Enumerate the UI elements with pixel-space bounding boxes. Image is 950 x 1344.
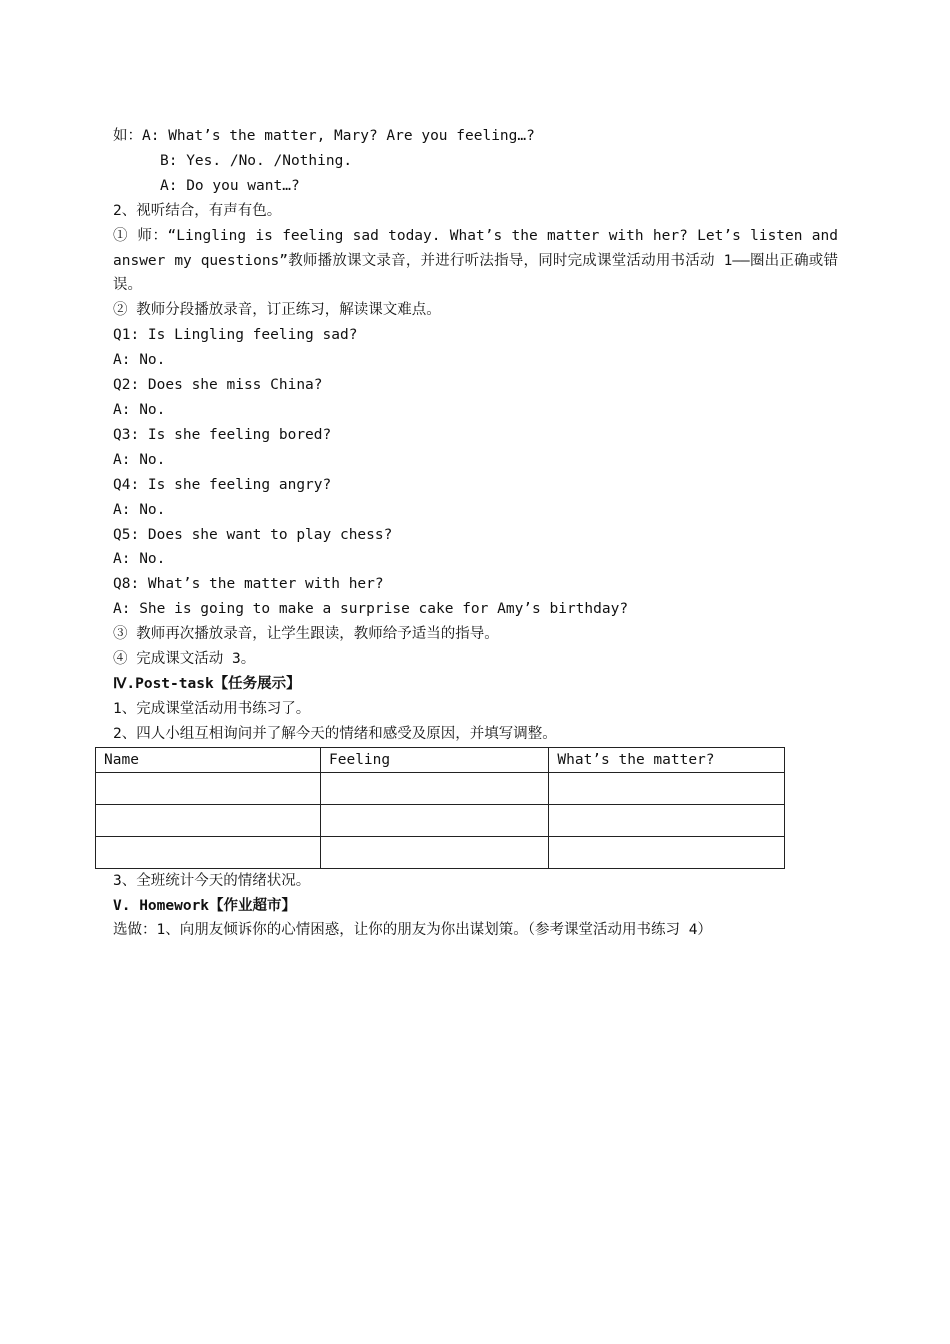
table-cell (321, 772, 549, 804)
example-line-a1: 如：A: What’s the matter, Mary? Are you feeling…? (113, 128, 535, 144)
answer-3: A: No. (113, 451, 166, 468)
table-cell (96, 804, 321, 836)
teacher-instruction-1: ① 师：“Lingling is feeling sad today. What’s the matter with her? Let’s listen and answer my questions”教师播放课文录音，并进行听法指导，同时完成课堂活动用书活动 1——圈出正确或错误。 (113, 227, 838, 294)
table-cell (321, 804, 549, 836)
table-cell (321, 836, 549, 868)
section-homework-heading: V. Homework【作业超市】 (113, 897, 297, 914)
answer-4: A: No. (113, 501, 166, 518)
teacher-instruction-3: ③ 教师再次播放录音，让学生跟读，教师给予适当的指导。 (113, 626, 499, 643)
post-task-item-2: 2、四人小组互相询问并了解今天的情绪和感受及原因，并填写调整。 (113, 725, 557, 742)
table-row (96, 804, 785, 836)
feelings-table (95, 747, 785, 869)
question-2: Q2: Does she miss China? (113, 377, 323, 394)
answer-8: A: She is going to make a surprise cake for Amy’s birthday? (113, 601, 629, 618)
post-task-item-3: 3、全班统计今天的情绪状况。 (113, 872, 311, 889)
table-header-feeling: Feeling (321, 747, 549, 772)
table-row (96, 772, 785, 804)
teacher-instruction-2: ② 教师分段播放录音，订正练习，解读课文难点。 (113, 302, 441, 319)
question-4: Q4: Is she feeling angry? (113, 476, 332, 493)
teacher-instruction-4: ④ 完成课文活动 3。 (113, 651, 256, 668)
question-5: Q5: Does she want to play chess? (113, 526, 393, 543)
example-line-a2: A: Do you want…? (160, 177, 300, 194)
document-page (104, 124, 838, 943)
question-8: Q8: What’s the matter with her? (113, 576, 384, 593)
table-cell (549, 772, 785, 804)
table-cell (549, 804, 785, 836)
table-cell (96, 772, 321, 804)
answer-1: A: No. (113, 352, 166, 369)
question-1: Q1: Is Lingling feeling sad? (113, 327, 358, 344)
answer-5: A: No. (113, 551, 166, 568)
homework-optional: 选做：1、向朋友倾诉你的心情困惑，让你的朋友为你出谋划策。（参考课堂活动用书练习 4） (113, 922, 712, 939)
table-cell (549, 836, 785, 868)
answer-2: A: No. (113, 401, 166, 418)
example-line-b: B: Yes. /No. /Nothing. (160, 152, 353, 169)
question-3: Q3: Is she feeling bored? (113, 426, 332, 443)
step-2-heading: 2、视听结合，有声有色。 (113, 202, 282, 219)
section-post-task-heading: Ⅳ.Post-task【任务展示】 (113, 675, 301, 692)
table-header-matter: What’s the matter? (549, 747, 785, 772)
table-header-row (96, 747, 785, 772)
post-task-item-1: 1、完成课堂活动用书练习了。 (113, 700, 311, 717)
table-header-name: Name (96, 747, 321, 772)
table-cell (96, 836, 321, 868)
table-row (96, 836, 785, 868)
